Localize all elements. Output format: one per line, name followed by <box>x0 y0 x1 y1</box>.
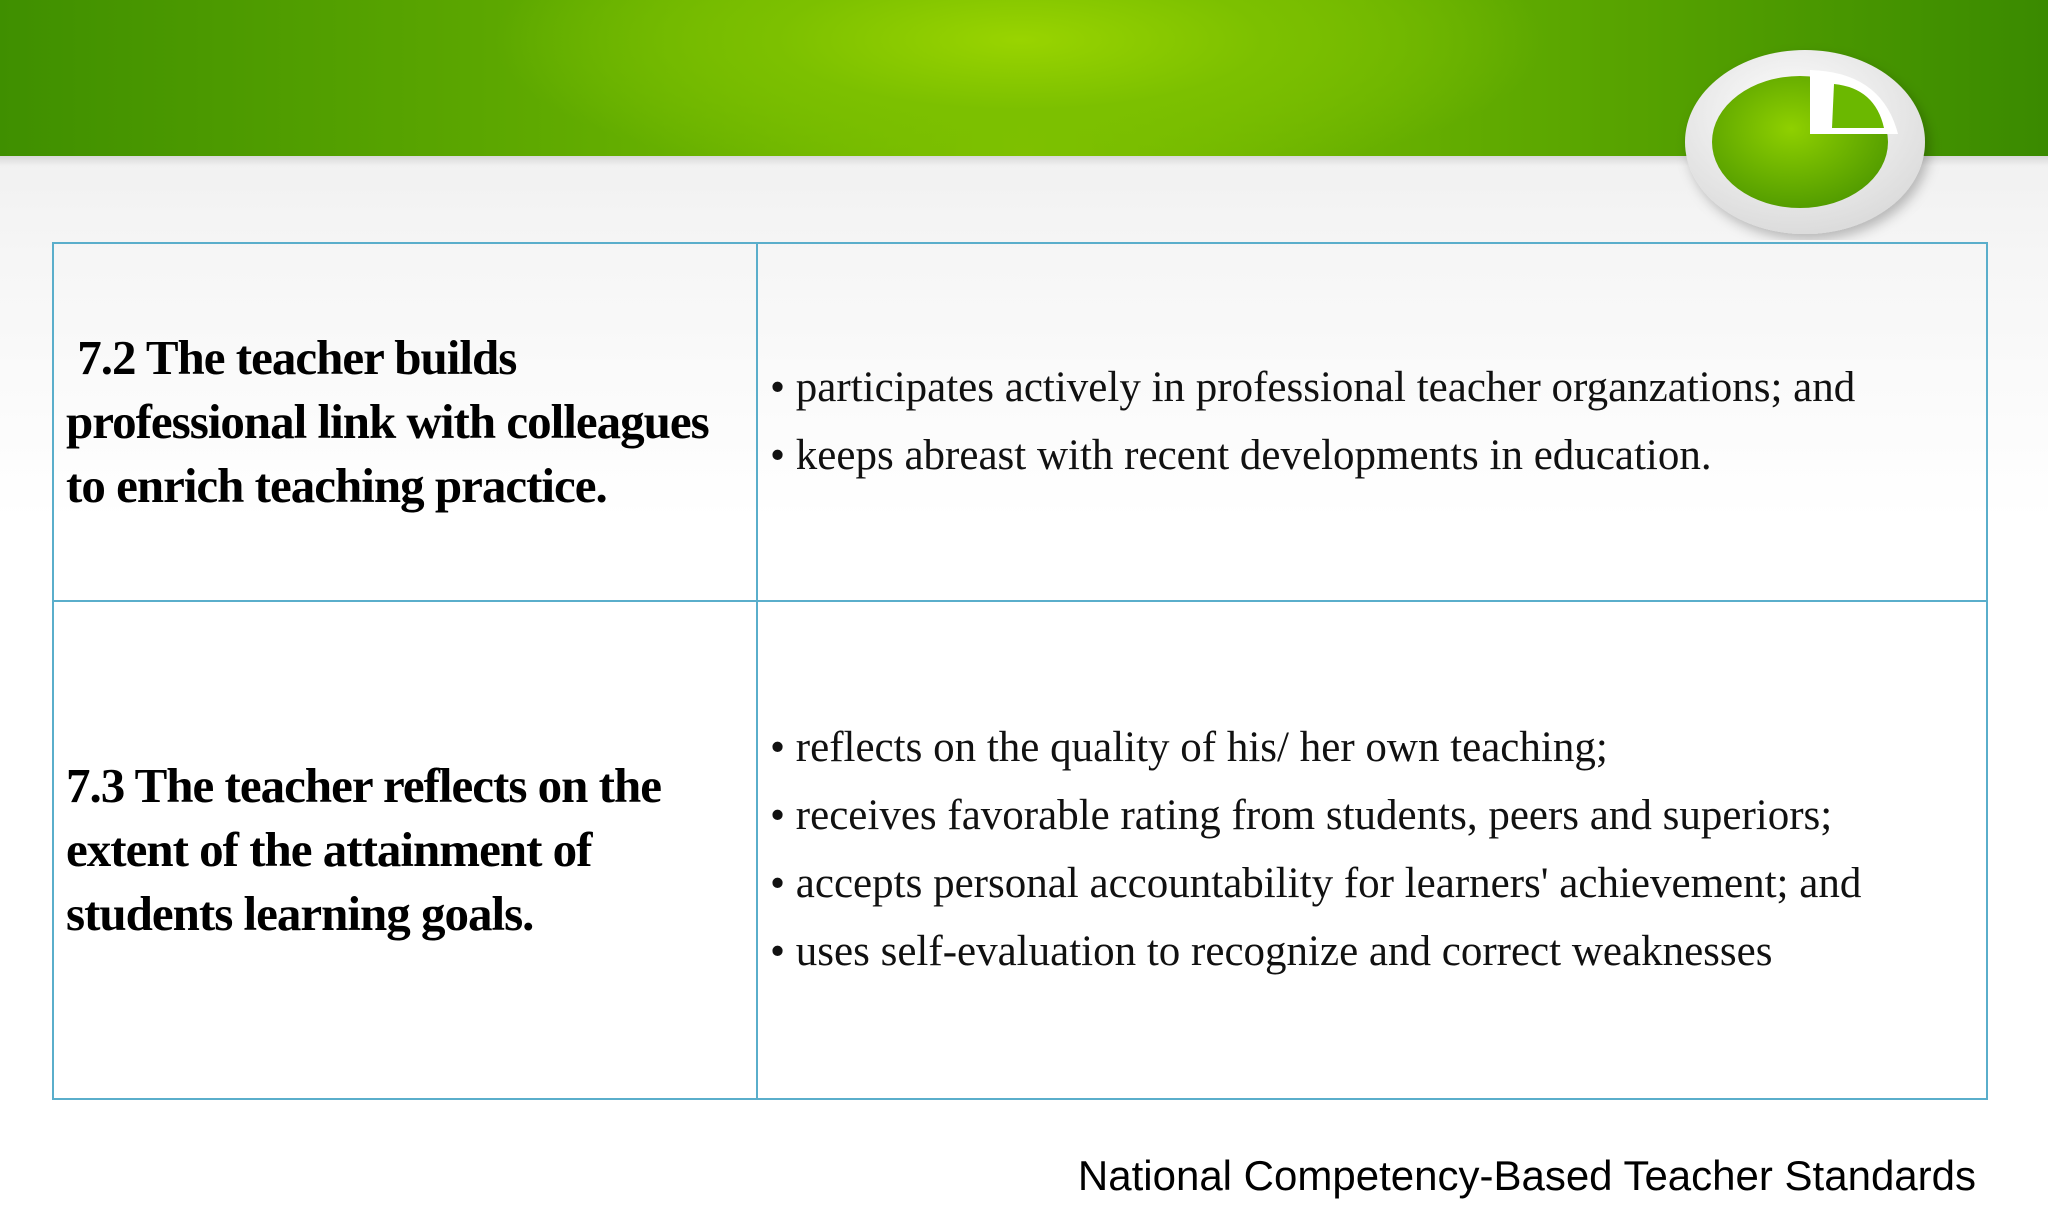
list-item: • keeps abreast with recent developments in education. <box>770 432 1712 479</box>
indicator-text: 7.3 The teacher reflects on the extent of the attainment of students learning goals. <box>66 758 661 941</box>
bullet-cell <box>757 243 1987 601</box>
list-item: • reflects on the quality of his/ her own teaching; <box>770 724 1608 771</box>
list-item: • uses self-evaluation to recognize and correct weaknesses <box>770 928 1773 975</box>
bullet-cell <box>757 601 1987 1099</box>
indicator-cell <box>53 243 757 601</box>
pie-chart-logo-icon <box>1670 30 1970 240</box>
table-row <box>53 601 1987 1099</box>
list-item: • accepts personal accountability for learners' achievement; and <box>770 860 1862 907</box>
list-item: • receives favorable rating from students, peers and superiors; <box>770 792 1833 839</box>
footer-caption: National Competency-Based Teacher Standards <box>1077 1152 1976 1199</box>
indicator-cell <box>53 601 757 1099</box>
table-row <box>53 243 1987 601</box>
list-item: • participates actively in professional teacher organzations; and <box>770 364 1856 411</box>
indicator-text: 7.2 The teacher builds professional link with colleagues to enrich teaching practice. <box>66 330 720 513</box>
competency-table <box>52 242 1988 1100</box>
